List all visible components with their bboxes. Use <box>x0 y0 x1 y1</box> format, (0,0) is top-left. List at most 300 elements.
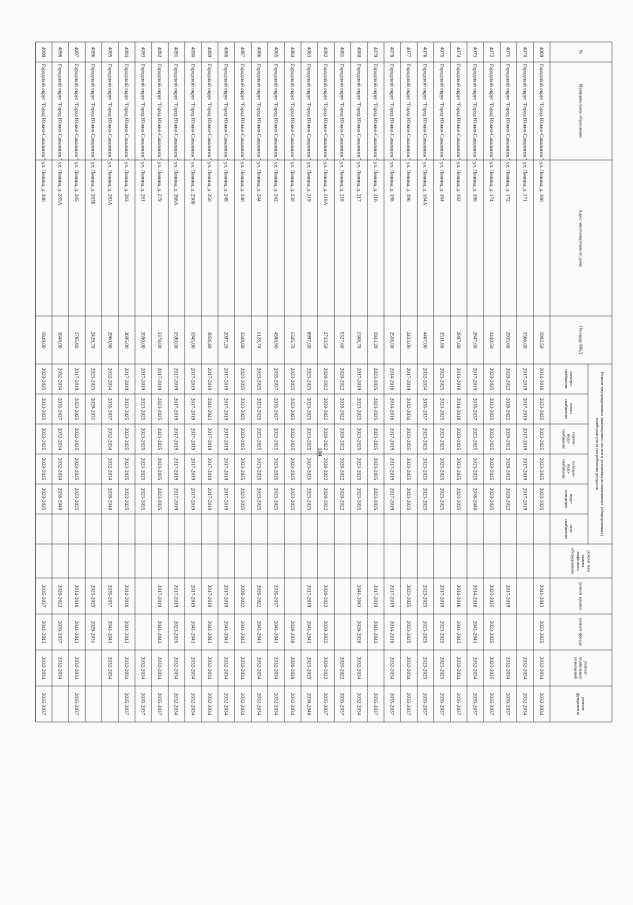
cell-heat: 2023-2025 <box>288 397 295 421</box>
cell-roof: 2020-2022 <box>322 584 329 608</box>
cell-fac: 2035-2037 <box>56 620 63 644</box>
cell-fac: 2041-2043 <box>239 620 246 644</box>
cell-el: 2014-2016 <box>388 367 395 391</box>
cell-hot: 2023-2025 <box>139 427 146 451</box>
cell-el: 2023-2025 <box>239 367 246 391</box>
cell-area: 3590,00 <box>139 331 146 349</box>
cell-bas: 2032-2034 <box>139 656 146 680</box>
cell-hot: 2017-2019 <box>388 427 395 451</box>
cell-area: 5327,60 <box>338 331 345 349</box>
cell-fnd: 2035-2037 <box>471 692 478 716</box>
cell-heat: 2032-2034 <box>405 397 412 421</box>
cell-area: 2960,90 <box>106 331 113 349</box>
header-sewage: водо-отведение <box>563 489 575 509</box>
cell-addr: ул. Ленина, д. 256Б <box>189 162 196 205</box>
cell-fnd: 2032-2034 <box>272 692 279 716</box>
cell-bas: 2032-2034 <box>272 656 279 680</box>
cell-el: 2023-2025 <box>438 367 445 391</box>
cell-fnd: 2032-2034 <box>239 692 246 716</box>
cell-el: 2017-2019 <box>189 367 196 391</box>
cell-fac: 2026-2028 <box>288 620 295 644</box>
cell-num: 4083 <box>305 46 312 58</box>
cell-hot: 2023-2025 <box>471 427 478 451</box>
cell-fnd: 2035-2037 <box>504 692 511 716</box>
cell-el: 2017-2019 <box>205 367 212 391</box>
cell-heat: 2035-2037 <box>56 397 63 421</box>
cell-heat: 2023-2025 <box>438 397 445 421</box>
cell-hot: 2032-2034 <box>56 427 63 451</box>
cell-area: 4467,00 <box>421 331 428 349</box>
cell-roof: 2041-2043 <box>355 584 362 608</box>
cell-addr: ул. Ленина, д. 180 <box>471 162 478 202</box>
cell-heat: 2023-2025 <box>355 397 362 421</box>
cell-fac: 2014-2016 <box>388 620 395 644</box>
cell-roof: 2017-2019 <box>438 584 445 608</box>
cell-fnd: 2035-2037 <box>488 692 495 716</box>
cell-bas: 2032-2034 <box>388 656 395 680</box>
cell-fac: 2041-2043 <box>471 620 478 644</box>
cell-addr: ул. Ленина, д. 286 <box>39 162 46 202</box>
cell-num: 4069 <box>537 46 544 58</box>
cell-fac: 2023-2025 <box>421 620 428 644</box>
cell-fac: 2026-2028 <box>355 620 362 644</box>
cell-mun: Городской округ "Город Южно-Сахалинск" <box>521 64 528 160</box>
cell-roof: 2035-2037 <box>106 584 113 608</box>
cell-sew: 2023-2025 <box>39 487 46 511</box>
cell-addr: ул. Ленина, д. 198 <box>388 162 395 202</box>
cell-fnd: 2032-2034 <box>205 692 212 716</box>
cell-addr: ул. Ленина, д. 268А <box>172 162 179 206</box>
cell-num: 4070 <box>521 46 528 58</box>
cell-area: 3378,00 <box>156 331 163 349</box>
cell-area: 1345,70 <box>288 331 295 349</box>
cell-sew: 2023-2025 <box>405 487 412 511</box>
cell-sew: 2038-2040 <box>106 487 113 511</box>
cell-el: 2023-2025 <box>371 367 378 391</box>
cell-sew: 2017-2019 <box>172 487 179 511</box>
cell-el: 2014-2016 <box>537 367 544 391</box>
cell-fnd: 2035-2037 <box>454 692 461 716</box>
cell-num: 4099 <box>39 46 46 58</box>
cell-fac: 2041-2043 <box>122 620 129 644</box>
cell-addr: ул. Ленина, д. 174 <box>488 162 495 202</box>
cell-cold: 2020-2022 <box>322 457 329 481</box>
cell-heat: 2014-2016 <box>454 397 461 421</box>
cell-fac: 2023-2025 <box>405 620 412 644</box>
cell-sew: 2023-2025 <box>239 487 246 511</box>
cell-fnd: 2035-2037 <box>156 692 163 716</box>
cell-heat: 2029-2031 <box>89 397 96 421</box>
cell-heat: 2023-2025 <box>39 397 46 421</box>
cell-area: 1943,20 <box>371 331 378 349</box>
cell-bas: 2023-2025 <box>488 656 495 680</box>
cell-bas: 2032-2034 <box>156 656 163 680</box>
cell-cold: 2023-2025 <box>405 457 412 481</box>
cell-bas: 2023-2025 <box>305 656 312 680</box>
cell-hot: 2020-2022 <box>322 427 329 451</box>
cell-hot: 2023-2025 <box>405 427 412 451</box>
cell-heat: 2020-2022 <box>322 397 329 421</box>
header-hot-water: горяче-водо-снабжение <box>561 429 577 449</box>
cell-sew: 2023-2025 <box>421 487 428 511</box>
cell-mun: Городской округ "Город Южно-Сахалинск" <box>205 64 212 160</box>
cell-hot: 2032-2034 <box>106 427 113 451</box>
cell-fac: 2041-2043 <box>255 620 262 644</box>
cell-area: 2097,20 <box>222 331 229 349</box>
cell-addr: ул. Ленина, д. 196 <box>405 162 412 202</box>
cell-area: 3848,00 <box>56 331 63 349</box>
cell-mun: Городской округ "Город Южно-Сахалинск" <box>172 64 179 160</box>
cell-sew: 2017-2019 <box>222 487 229 511</box>
cell-fac: 2041-2043 <box>189 620 196 644</box>
cell-bas: 2023-2025 <box>421 656 428 680</box>
header-systems-group: Ремонт внутридомовых инженерных систем и установка коллективных (общедомовых)приборов учета потребления ресурсов <box>594 372 606 536</box>
cell-fac: 2023-2025 <box>172 620 179 644</box>
cell-num: 4082 <box>322 46 329 58</box>
cell-cold: 2023-2025 <box>73 457 80 481</box>
cell-el: 2023-2025 <box>305 367 312 391</box>
header-address: Адрес многоквартирного дома <box>578 209 584 267</box>
cell-mun: Городской округ "Город Южно-Сахалинск" <box>139 64 146 160</box>
cell-roof: 2017-2019 <box>205 584 212 608</box>
header-electro: электро-снабжение <box>563 369 575 389</box>
cell-addr: ул. Ленина, д. 281 <box>139 162 146 202</box>
cell-mun: Городской округ "Город Южно-Сахалинск" <box>305 64 312 160</box>
cell-fac: 2041-2043 <box>39 620 46 644</box>
cell-el: 2023-2025 <box>255 367 262 391</box>
cell-fac: 2023-2025 <box>488 620 495 644</box>
cell-num: 4078 <box>388 46 395 58</box>
cell-addr: ул. Ленина, д. 172 <box>504 162 511 202</box>
cell-cold: 2023-2025 <box>421 457 428 481</box>
cell-cold: 2017-2019 <box>172 457 179 481</box>
cell-mun: Городской округ "Город Южно-Сахалинск" <box>504 64 511 160</box>
cell-roof: 2023-2025 <box>405 584 412 608</box>
cell-area: 1945,00 <box>189 331 196 349</box>
cell-el: 2023-2025 <box>288 367 295 391</box>
cell-addr: ул. Ленина, д. 184А <box>421 162 428 206</box>
cell-hot: 2023-2025 <box>305 427 312 451</box>
cell-mun: Городской округ "Город Южно-Сахалинск" <box>189 64 196 160</box>
cell-bas: 2032-2034 <box>172 656 179 680</box>
cell-addr: ул. Ленина, д. 230 <box>288 162 295 202</box>
cell-cold: 2020-2022 <box>504 457 511 481</box>
cell-el: 2017-2019 <box>172 367 179 391</box>
cell-heat: 2035-2037 <box>421 397 428 421</box>
cell-num: 4095 <box>106 46 113 58</box>
cell-num: 4097 <box>73 46 80 58</box>
cell-area: 2429,70 <box>89 331 96 349</box>
cell-sew: 2017-2019 <box>205 487 212 511</box>
cell-bas: 2032-2034 <box>73 656 80 680</box>
cell-area: 3695,00 <box>122 331 129 349</box>
cell-cold: 2023-2025 <box>371 457 378 481</box>
header-num: № <box>578 49 584 55</box>
cell-sew: 2017-2019 <box>189 487 196 511</box>
cell-roof: 2017-2019 <box>371 584 378 608</box>
cell-area: 1849,00 <box>39 331 46 349</box>
cell-sew: 2023-2025 <box>454 487 461 511</box>
cell-mun: Городской округ "Город Южно-Сахалинск" <box>39 64 46 160</box>
cell-cold: 2017-2019 <box>521 457 528 481</box>
cell-hot: 2017-2019 <box>189 427 196 451</box>
cell-bas: 2032-2034 <box>537 656 544 680</box>
cell-fnd: 2035-2037 <box>322 692 329 716</box>
cell-bas: 2032-2034 <box>454 656 461 680</box>
cell-area: 3366,00 <box>521 331 528 349</box>
cell-sew: 2020-2022 <box>338 487 345 511</box>
cell-cold: 2023-2025 <box>471 457 478 481</box>
cell-addr: ул. Ленина, д. 171 <box>521 162 528 202</box>
cell-sew: 2023-2025 <box>488 487 495 511</box>
cell-cold: 2020-2022 <box>338 457 345 481</box>
cell-fac: 2041-2043 <box>272 620 279 644</box>
cell-el: 2017-2019 <box>73 367 80 391</box>
cell-el: 2032-2034 <box>56 367 63 391</box>
cell-addr: ул. Ленина, д. 244 <box>255 162 262 202</box>
cell-num: 4089 <box>205 46 212 58</box>
header-gas: газо-снабжение <box>563 519 575 539</box>
cell-mun: Городской округ "Город Южно-Сахалинск" <box>438 64 445 160</box>
cell-cold: 2023-2025 <box>438 457 445 481</box>
cell-mun: Городской округ "Город Южно-Сахалинск" <box>537 64 544 160</box>
cell-mun: Городской округ "Город Южно-Сахалинск" <box>454 64 461 160</box>
cell-bas: 2032-2034 <box>239 656 246 680</box>
cell-num: 4091 <box>172 46 179 58</box>
cell-area: 2897,00 <box>454 331 461 349</box>
cell-mun: Городской округ "Город Южно-Сахалинск" <box>56 64 63 160</box>
cell-mun: Городской округ "Город Южно-Сахалинск" <box>405 64 412 160</box>
cell-mun: Городской округ "Город Южно-Сахалинск" <box>239 64 246 160</box>
cell-fac: 2041-2043 <box>454 620 461 644</box>
cell-mun: Городской округ "Город Южно-Сахалинск" <box>388 64 395 160</box>
cell-heat: 2023-2025 <box>537 397 544 421</box>
cell-bas: 2023-2025 <box>438 656 445 680</box>
cell-area: 1128,70 <box>255 331 262 349</box>
cell-sew: 2023-2025 <box>156 487 163 511</box>
cell-fnd: 2038-2040 <box>305 692 312 716</box>
cell-el: 2023-2025 <box>488 367 495 391</box>
header-basement: ремонтподвальныхпомещений <box>573 656 589 680</box>
cell-fnd: 2032-2034 <box>189 692 196 716</box>
cell-num: 4085 <box>272 46 279 58</box>
cell-roof: 2017-2019 <box>156 584 163 608</box>
page-number: 104 <box>316 447 322 457</box>
cell-num: 4086 <box>255 46 262 58</box>
cell-mun: Городской округ "Город Южно-Сахалинск" <box>471 64 478 160</box>
cell-sew: 2017-2019 <box>388 487 395 511</box>
cell-mun: Городской округ "Город Южно-Сахалинск" <box>288 64 295 160</box>
cell-el: 2023-2025 <box>39 367 46 391</box>
cell-bas: 2026-2028 <box>288 656 295 680</box>
cell-fnd: 2032-2034 <box>521 692 528 716</box>
cell-heat: 2017-2019 <box>172 397 179 421</box>
cell-cold: 2023-2025 <box>139 457 146 481</box>
header-roof: ремонт крыши <box>578 582 584 610</box>
cell-fnd: 2032-2034 <box>537 692 544 716</box>
cell-cold: 2023-2025 <box>355 457 362 481</box>
cell-sew: 2023-2025 <box>288 487 295 511</box>
cell-heat: 2023-2025 <box>488 397 495 421</box>
cell-fnd: 2032-2034 <box>222 692 229 716</box>
cell-num: 4090 <box>189 46 196 58</box>
cell-bas: 2032-2034 <box>355 656 362 680</box>
cell-fnd: 2035-2037 <box>438 692 445 716</box>
cell-fnd: 2035-2037 <box>421 692 428 716</box>
cell-fnd: 2035-2037 <box>388 692 395 716</box>
cell-heat: 2014-2016 <box>388 397 395 421</box>
cell-hot: 2023-2025 <box>537 427 544 451</box>
cell-heat: 2023-2025 <box>156 397 163 421</box>
cell-cold: 2017-2019 <box>205 457 212 481</box>
cell-fnd: 2035-2037 <box>371 692 378 716</box>
cell-cold: 2017-2019 <box>189 457 196 481</box>
cell-cold: 2023-2025 <box>305 457 312 481</box>
cell-cold: 2023-2025 <box>454 457 461 481</box>
cell-area: 1902,50 <box>537 331 544 349</box>
cell-cold: 2032-2034 <box>56 457 63 481</box>
cell-addr: ул. Ленина, д. 285А <box>56 162 63 206</box>
cell-area: 1590,00 <box>172 331 179 349</box>
cell-area: 6997,00 <box>305 331 312 349</box>
cell-fnd: 2035-2037 <box>338 692 345 716</box>
cell-mun: Городской округ "Город Южно-Сахалинск" <box>322 64 329 160</box>
cell-hot: 2017-2019 <box>222 427 229 451</box>
cell-addr: ул. Ленина, д. 216 <box>371 162 378 202</box>
cell-addr: ул. Ленина, д. 279 <box>156 162 163 202</box>
cell-bas: 2032-2034 <box>471 656 478 680</box>
cell-area: 2935,60 <box>504 331 511 349</box>
cell-heat: 2020-2022 <box>338 397 345 421</box>
cell-cold: 2023-2025 <box>537 457 544 481</box>
cell-heat: 2023-2025 <box>239 397 246 421</box>
cell-bas: 2032-2034 <box>205 656 212 680</box>
cell-addr: ул. Ленина, д. 218А <box>322 162 329 206</box>
cell-roof: 2014-2016 <box>122 584 129 608</box>
cell-el: 2035-2037 <box>272 367 279 391</box>
cell-addr: ул. Ленина, д. 246 <box>239 162 246 202</box>
cell-hot: 2023-2025 <box>454 427 461 451</box>
cell-heat: 2017-2019 <box>521 397 528 421</box>
cell-heat: 2035-2037 <box>471 397 478 421</box>
cell-cold: 2023-2025 <box>156 457 163 481</box>
cell-num: 4077 <box>405 46 412 58</box>
cell-hot: 2020-2022 <box>504 427 511 451</box>
cell-sew: 2038-2040 <box>56 487 63 511</box>
cell-area: 3856,40 <box>205 331 212 349</box>
cell-area: 3440,50 <box>488 331 495 349</box>
cell-heat: 2017-2019 <box>189 397 196 421</box>
cell-mun: Городской округ "Город Южно-Сахалинск" <box>122 64 129 160</box>
cell-hot: 2020-2022 <box>338 427 345 451</box>
cell-mun: Городской округ "Город Южно-Сахалинск" <box>371 64 378 160</box>
cell-area: 2712,50 <box>322 331 329 349</box>
cell-roof: 2017-2019 <box>222 584 229 608</box>
cell-hot: 2023-2025 <box>122 427 129 451</box>
cell-num: 4098 <box>56 46 63 58</box>
cell-sew: 2023-2025 <box>305 487 312 511</box>
cell-sew: 2020-2022 <box>504 487 511 511</box>
cell-fnd: 2035-2037 <box>139 692 146 716</box>
cell-addr: ул. Ленина, д. 242 <box>272 162 279 202</box>
cell-num: 4093 <box>139 46 146 58</box>
cell-addr: ул. Ленина, д. 182 <box>454 162 461 202</box>
cell-fnd: 2032-2034 <box>255 692 262 716</box>
cell-bas: 2032-2034 <box>106 656 113 680</box>
cell-sew: 2023-2025 <box>371 487 378 511</box>
cell-heat: 2020-2022 <box>504 397 511 421</box>
cell-cold: 2023-2025 <box>122 457 129 481</box>
cell-heat: 2023-2025 <box>305 397 312 421</box>
cell-heat: 2023-2025 <box>371 397 378 421</box>
cell-fnd: 2032-2034 <box>172 692 179 716</box>
cell-num: 4071 <box>504 46 511 58</box>
cell-el: 2017-2019 <box>222 367 229 391</box>
cell-area: 2847,00 <box>471 331 478 349</box>
cell-num: 4073 <box>471 46 478 58</box>
cell-mun: Городской округ "Город Южно-Сахалинск" <box>156 64 163 160</box>
header-heat: тепло-снабжение <box>563 399 575 419</box>
cell-fac: 2029-2031 <box>89 620 96 644</box>
cell-fac: 2041-2043 <box>156 620 163 644</box>
cell-area: 4580,90 <box>272 331 279 349</box>
capital-repair-table <box>35 42 612 722</box>
cell-roof: 2017-2019 <box>388 584 395 608</box>
cell-el: 2017-2019 <box>122 367 129 391</box>
cell-num: 4080 <box>355 46 362 58</box>
cell-fac: 2041-2043 <box>106 620 113 644</box>
cell-sew: 2023-2025 <box>122 487 129 511</box>
cell-roof: 2017-2019 <box>189 584 196 608</box>
cell-el: 2017-2019 <box>471 367 478 391</box>
cell-roof: 2023-2025 <box>421 584 428 608</box>
cell-hot: 2017-2019 <box>521 427 528 451</box>
cell-fac: 2041-2043 <box>371 620 378 644</box>
cell-num: 4074 <box>454 46 461 58</box>
cell-fnd: 2035-2037 <box>73 692 80 716</box>
header-municipality: Муниципальное образование <box>578 83 584 139</box>
cell-mun: Городской округ "Город Южно-Сахалинск" <box>222 64 229 160</box>
header-elevator: ремонт илизаменалифтовогооборудования <box>570 548 592 574</box>
cell-sew: 2023-2025 <box>139 487 146 511</box>
cell-addr: ул. Ленина, д. 184 <box>438 162 445 202</box>
cell-addr: ул. Ленина, д. 283Б <box>89 162 96 205</box>
cell-heat: 2023-2025 <box>139 397 146 421</box>
cell-sew: 2023-2025 <box>272 487 279 511</box>
cell-addr: ул. Ленина, д. 248 <box>222 162 229 202</box>
cell-roof: 2017-2019 <box>305 584 312 608</box>
cell-heat: 2023-2025 <box>122 397 129 421</box>
cell-fac: 2023-2025 <box>537 620 544 644</box>
cell-num: 4084 <box>288 46 295 58</box>
cell-bas: 2032-2034 <box>222 656 229 680</box>
cell-sew: 2023-2025 <box>73 487 80 511</box>
cell-mun: Городской округ "Город Южно-Сахалинск" <box>106 64 113 160</box>
cell-roof: 2017-2019 <box>172 584 179 608</box>
cell-mun: Городской округ "Город Южно-Сахалинск" <box>488 64 495 160</box>
header-facade: ремонт фасада <box>578 618 584 646</box>
cell-roof: 2041-2043 <box>537 584 544 608</box>
cell-hot: 2023-2025 <box>488 427 495 451</box>
cell-roof: 2014-2016 <box>471 584 478 608</box>
cell-roof: 2020-2022 <box>239 584 246 608</box>
cell-mun: Городской округ "Город Южно-Сахалинск" <box>73 64 80 160</box>
header-foundation: ремонтфундамента <box>575 692 587 716</box>
cell-fnd: 2032-2034 <box>288 692 295 716</box>
header-area: Площадь МКД <box>578 325 584 355</box>
cell-sew: 2023-2025 <box>438 487 445 511</box>
cell-bas: 2032-2034 <box>405 656 412 680</box>
